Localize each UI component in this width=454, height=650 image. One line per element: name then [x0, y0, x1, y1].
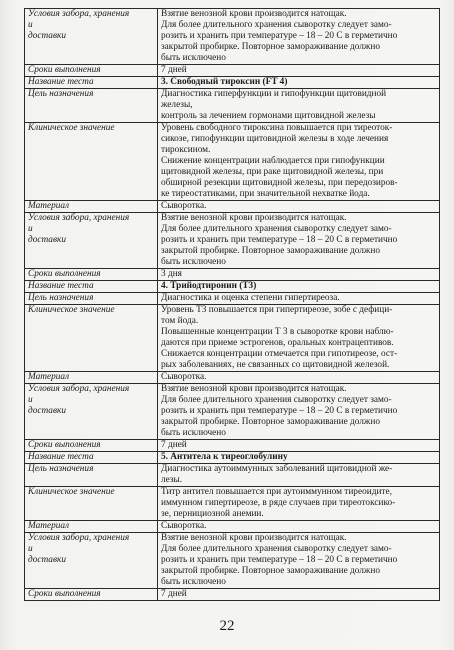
row-value-line: розить и хранить при температуре – 18 – 20 С в герметично: [161, 555, 398, 565]
row-label-line: Сроки выполнения: [28, 589, 101, 599]
row-value-line: розить и хранить при температуре – 18 – 20 С в герметично: [161, 31, 398, 41]
table-row: [25, 77, 440, 89]
row-value-line: том йода.: [161, 316, 199, 326]
row-value-line: закрытой пробирке. Повторное замораживание должно: [161, 417, 380, 427]
row-value-line: быть исключено: [161, 53, 226, 63]
table-row: [25, 452, 440, 464]
test-name-text: 3. Свободный тироксин (FT 4): [161, 77, 288, 87]
row-value-line: Повышенные концентрации Т 3 в сыворотке крови наблю-: [161, 327, 394, 337]
row-label-cell: [25, 440, 158, 452]
row-value-line: лезы.: [161, 475, 183, 485]
table-row: [25, 487, 440, 521]
row-label-cell: [25, 305, 158, 372]
row-value-cell: [158, 533, 440, 589]
table-row: [25, 281, 440, 293]
row-value-cell: [158, 372, 440, 384]
row-label-cell: [25, 89, 158, 123]
table-row: [25, 269, 440, 281]
row-label-line: Материал: [28, 372, 70, 382]
test-name-text: 5. Антитела к тиреоглобулину: [161, 452, 288, 462]
test-name-cell: [158, 77, 440, 89]
row-value-line: зе, пернициозной анемии.: [161, 509, 264, 519]
test-name-cell: [158, 452, 440, 464]
table-row: [25, 372, 440, 384]
row-value-cell: [158, 269, 440, 281]
row-value-line: тироксином.: [161, 145, 211, 155]
row-value-cell: [158, 89, 440, 123]
row-value-line: быть исключено: [161, 428, 226, 438]
row-value-line: Для более длительного хранения сыворотку следует замо-: [161, 20, 392, 30]
row-value-line: обширной резекции щитовидной железы, при передозиров-: [161, 178, 398, 188]
row-label-cell: [25, 384, 158, 440]
row-value-line: Сыворотка.: [161, 521, 207, 531]
table-body: [25, 9, 440, 601]
row-value-cell: [158, 123, 440, 201]
row-value-line: Снижается концентрации отмечается при гипотиреозе, ост-: [161, 349, 398, 359]
row-label-line: Условия забора, хранения: [28, 533, 130, 543]
row-label-cell: [25, 123, 158, 201]
row-label-line: Цель назначения: [28, 464, 94, 474]
row-label-cell: [25, 269, 158, 281]
row-value-line: сикозе, гипофункции щитовидной железы в ходе лечения: [161, 134, 389, 144]
row-label-line: и: [28, 544, 33, 554]
row-value-line: Уровень Т3 повышается при гипертиреозе, зобе с дефици-: [161, 305, 393, 315]
row-value-line: даются при приеме эстрогенов, оральных контрацептивов.: [161, 338, 394, 348]
row-value-cell: [158, 201, 440, 213]
table-row: [25, 533, 440, 589]
row-value-line: Взятие венозной крови производится натощак.: [161, 9, 347, 19]
row-value-line: 7 дней: [161, 589, 187, 599]
row-label-line: Название теста: [28, 452, 94, 462]
row-value-line: Титр антител повышается при аутоиммунном тиреоидите,: [161, 487, 392, 497]
table-row: [25, 521, 440, 533]
row-label-line: Клиническое значение: [28, 305, 115, 315]
row-value-line: розить и хранить при температуре – 18 – 20 С в герметично: [161, 235, 398, 245]
row-value-cell: [158, 487, 440, 521]
row-value-line: 7 дней: [161, 440, 187, 450]
row-label-cell: [25, 589, 158, 601]
row-value-line: Взятие венозной крови производится натощак.: [161, 384, 347, 394]
row-label-cell: [25, 281, 158, 293]
row-value-line: иммунном гипертиреозе, в ряде случаев при тиреотоксико-: [161, 498, 396, 508]
row-label-cell: [25, 65, 158, 77]
row-label-line: Сроки выполнения: [28, 440, 101, 450]
row-label-line: Цель назначения: [28, 293, 94, 303]
row-value-line: закрытой пробирке. Повторное замораживание должно: [161, 246, 380, 256]
row-label-line: Сроки выполнения: [28, 65, 101, 75]
row-value-cell: [158, 384, 440, 440]
row-value-cell: [158, 589, 440, 601]
row-value-line: быть исключено: [161, 577, 226, 587]
table-row: [25, 384, 440, 440]
table-row: [25, 9, 440, 65]
table-row: [25, 440, 440, 452]
row-value-line: Для более длительного хранения сыворотку следует замо-: [161, 395, 392, 405]
row-value-line: рых заболеваниях, не связанных со щитовидной железой.: [161, 360, 390, 370]
table-row: [25, 65, 440, 77]
row-label-line: и: [28, 20, 33, 30]
row-value-line: Взятие венозной крови производится натощак.: [161, 533, 347, 543]
row-value-line: Сыворотка.: [161, 372, 207, 382]
row-value-cell: [158, 65, 440, 77]
table-row: [25, 293, 440, 305]
row-value-line: контроль за лечением гормонами щитовидной железы: [161, 111, 376, 121]
row-value-cell: [158, 440, 440, 452]
row-value-line: ке тиреостатиками, при значительной нехватке йода.: [161, 189, 370, 199]
row-value-line: розить и хранить при температуре – 18 – 20 С в герметично: [161, 406, 398, 416]
table-row: [25, 201, 440, 213]
row-label-line: Условия забора, хранения: [28, 384, 130, 394]
row-value-line: 7 дней: [161, 65, 187, 75]
row-value-line: Диагностика аутоиммунных заболеваний щитовидной же-: [161, 464, 393, 474]
table-row: [25, 89, 440, 123]
test-info-table: [24, 8, 440, 601]
row-value-line: Диагностика гиперфункции и гипофункции щитовидной: [161, 89, 387, 99]
row-label-cell: [25, 533, 158, 589]
row-label-cell: [25, 9, 158, 65]
row-label-cell: [25, 293, 158, 305]
row-label-line: Условия забора, хранения: [28, 213, 130, 223]
row-value-line: Сыворотка.: [161, 201, 207, 211]
row-value-line: Взятие венозной крови производится натощак.: [161, 213, 347, 223]
row-label-line: и: [28, 395, 33, 405]
row-label-cell: [25, 213, 158, 269]
row-label-cell: [25, 372, 158, 384]
row-value-line: Для более длительного хранения сыворотку следует замо-: [161, 224, 392, 234]
row-value-cell: [158, 293, 440, 305]
row-label-line: доставки: [28, 31, 66, 41]
row-label-cell: [25, 521, 158, 533]
table-row: [25, 589, 440, 601]
row-label-cell: [25, 464, 158, 487]
row-label-line: Название теста: [28, 281, 94, 291]
row-label-line: Цель назначения: [28, 89, 94, 99]
test-name-text: 4. Трийодтиронин (Т3): [161, 281, 257, 291]
page-number: 22: [219, 618, 235, 634]
row-value-line: закрытой пробирке. Повторное замораживание должно: [161, 42, 380, 52]
row-label-line: Клиническое значение: [28, 123, 115, 133]
row-label-cell: [25, 452, 158, 464]
row-value-line: Уровень свободного тироксина повышается при тиреоток-: [161, 123, 393, 133]
row-label-cell: [25, 487, 158, 521]
table-row: [25, 464, 440, 487]
row-label-line: Материал: [28, 201, 70, 211]
row-value-line: 3 дня: [161, 269, 182, 279]
row-label-line: доставки: [28, 235, 66, 245]
row-label-line: Название теста: [28, 77, 94, 87]
row-value-line: Снижение концентрации наблюдается при гипофункции: [161, 156, 385, 166]
row-value-cell: [158, 213, 440, 269]
row-value-cell: [158, 9, 440, 65]
test-name-cell: [158, 281, 440, 293]
table-row: [25, 123, 440, 201]
row-value-cell: [158, 464, 440, 487]
row-label-cell: [25, 77, 158, 89]
table-row: [25, 305, 440, 372]
row-label-cell: [25, 201, 158, 213]
row-value-line: железы,: [161, 100, 193, 110]
row-value-line: быть исключено: [161, 257, 226, 267]
row-value-line: Диагностика и оценка степени гипертиреоза.: [161, 293, 340, 303]
row-label-line: Сроки выполнения: [28, 269, 101, 279]
row-value-cell: [158, 521, 440, 533]
table-row: [25, 213, 440, 269]
row-label-line: доставки: [28, 555, 66, 565]
row-value-line: закрытой пробирке. Повторное замораживание должно: [161, 566, 380, 576]
row-value-line: Для более длительного хранения сыворотку следует замо-: [161, 544, 392, 554]
row-value-line: щитовидной железы, при раке щитовидной железы, при: [161, 167, 384, 177]
row-label-line: и: [28, 224, 33, 234]
row-value-cell: [158, 305, 440, 372]
row-label-line: Клиническое значение: [28, 487, 115, 497]
row-label-line: Материал: [28, 521, 70, 531]
row-label-line: Условия забора, хранения: [28, 9, 130, 19]
row-label-line: доставки: [28, 406, 66, 416]
